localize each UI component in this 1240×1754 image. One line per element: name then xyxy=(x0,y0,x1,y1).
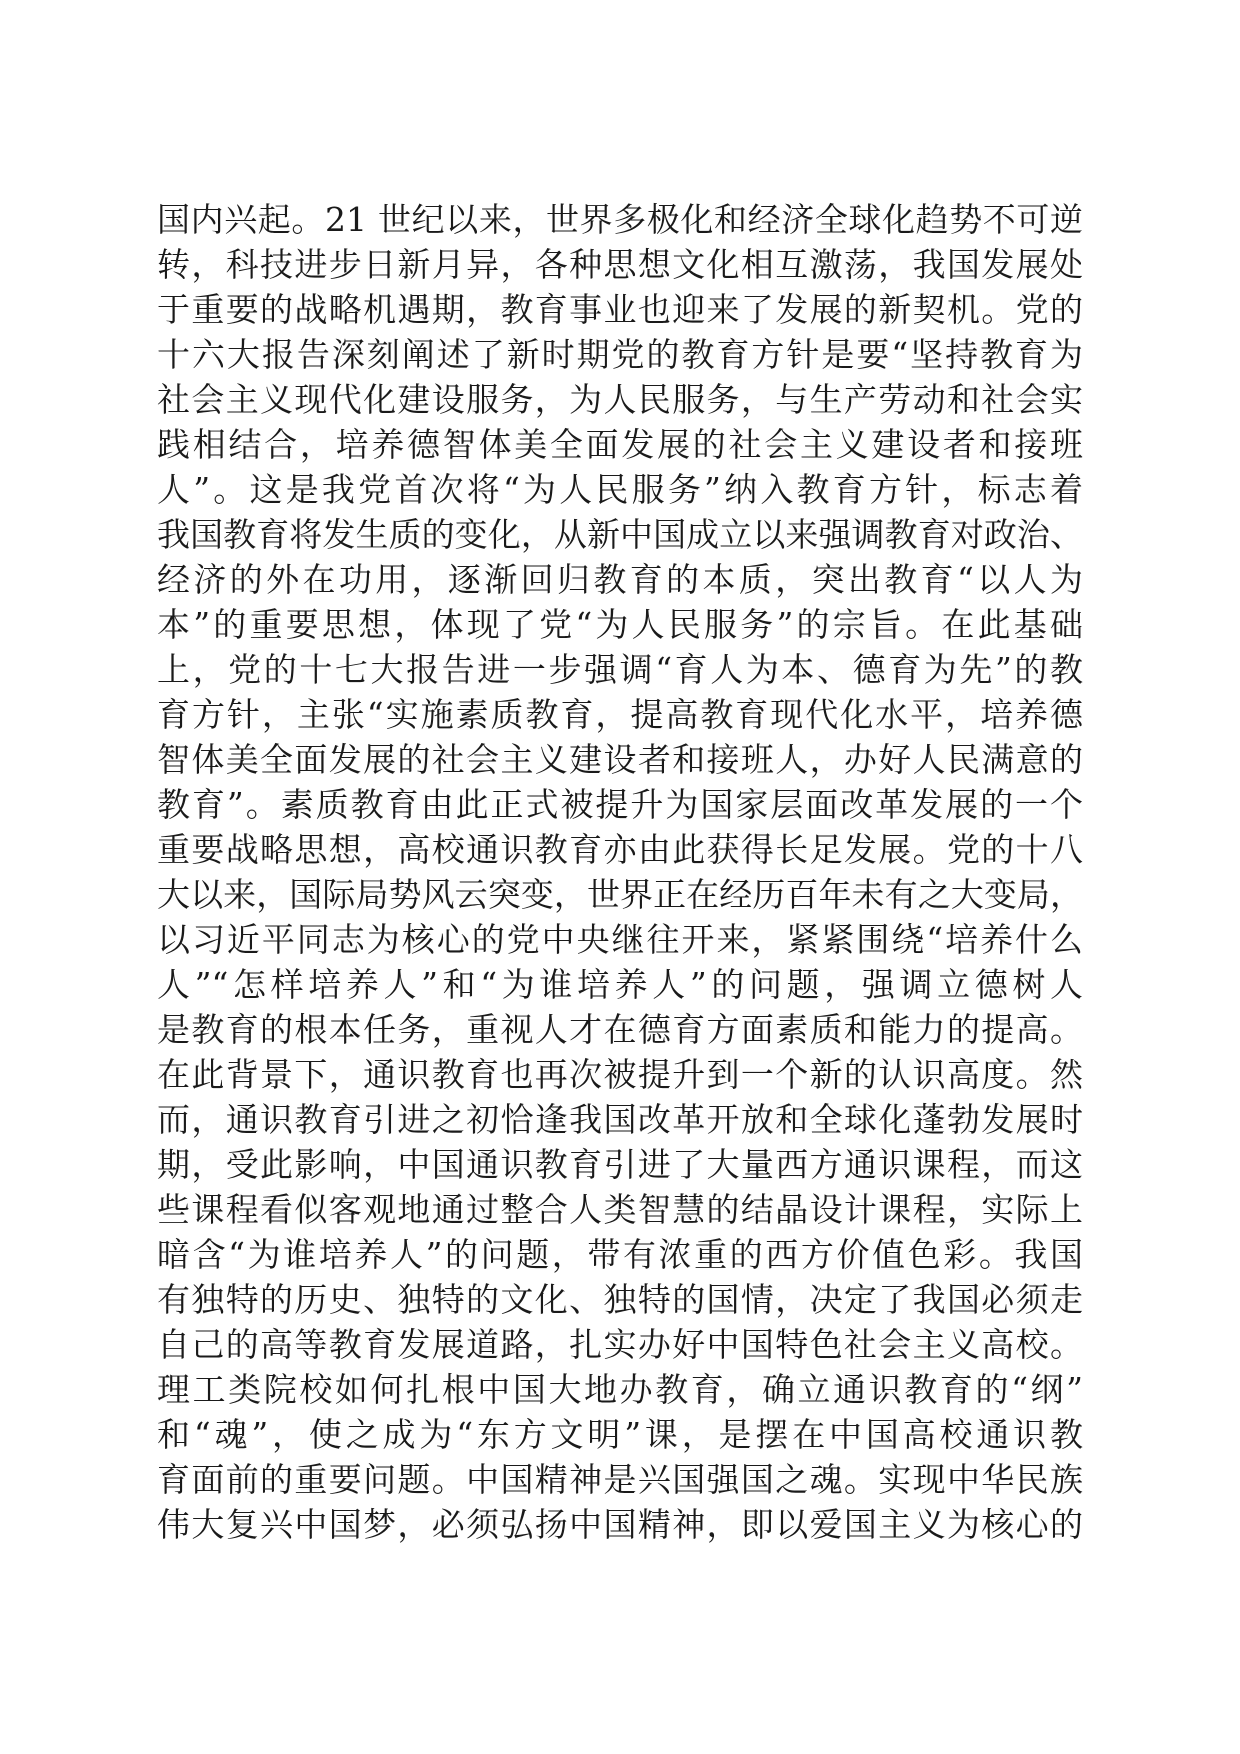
text-line: 理工类院校如何扎根中国大地办教育，确立通识教育的“纲” xyxy=(157,1370,1083,1409)
text-line: 转，科技进步日新月异，各种思想文化相互激荡，我国发展处 xyxy=(157,245,1083,284)
body-paragraph xyxy=(157,197,1083,1547)
text-line: 些课程看似客观地通过整合人类智慧的结晶设计课程，实际上 xyxy=(157,1190,1083,1229)
text-line: 人”“怎样培养人”和“为谁培养人”的问题，强调立德树人 xyxy=(157,965,1083,1004)
text-line: 在此背景下，通识教育也再次被提升到一个新的认识高度。然 xyxy=(157,1055,1083,1094)
text-line: 大以来，国际局势风云突变，世界正在经历百年未有之大变局， xyxy=(157,875,1083,914)
text-line: 教育”。素质教育由此正式被提升为国家层面改革发展的一个 xyxy=(157,785,1083,824)
text-line: 重要战略思想，高校通识教育亦由此获得长足发展。党的十八 xyxy=(157,830,1083,869)
text-line: 践相结合，培养德智体美全面发展的社会主义建设者和接班 xyxy=(157,425,1083,464)
text-line: 社会主义现代化建设服务，为人民服务，与生产劳动和社会实 xyxy=(157,380,1083,419)
text-line: 伟大复兴中国梦，必须弘扬中国精神，即以爱国主义为核心的 xyxy=(157,1505,1083,1544)
text-line: 上，党的十七大报告进一步强调“育人为本、德育为先”的教 xyxy=(157,650,1083,689)
text-line: 我国教育将发生质的变化，从新中国成立以来强调教育对政治、 xyxy=(157,515,1083,554)
text-line: 十六大报告深刻阐述了新时期党的教育方针是要“坚持教育为 xyxy=(157,335,1083,374)
text-line: 以习近平同志为核心的党中央继往开来，紧紧围绕“培养什么 xyxy=(157,920,1083,959)
text-line: 智体美全面发展的社会主义建设者和接班人，办好人民满意的 xyxy=(157,740,1083,779)
text-line: 育方针，主张“实施素质教育，提高教育现代化水平，培养德 xyxy=(157,695,1083,734)
text-line: 期，受此影响，中国通识教育引进了大量西方通识课程，而这 xyxy=(157,1145,1083,1184)
text-line: 是教育的根本任务，重视人才在德育方面素质和能力的提高。 xyxy=(157,1010,1083,1049)
text-line: 经济的外在功用，逐渐回归教育的本质，突出教育“以人为 xyxy=(157,560,1083,599)
text-line: 自己的高等教育发展道路，扎实办好中国特色社会主义高校。 xyxy=(157,1325,1083,1364)
text-line: 暗含“为谁培养人”的问题，带有浓重的西方价值色彩。我国 xyxy=(157,1235,1083,1274)
text-line: 人”。这是我党首次将“为人民服务”纳入教育方针，标志着 xyxy=(157,470,1083,509)
text-line: 而，通识教育引进之初恰逢我国改革开放和全球化蓬勃发展时 xyxy=(157,1100,1083,1139)
text-line: 有独特的历史、独特的文化、独特的国情，决定了我国必须走 xyxy=(157,1280,1083,1319)
text-line: 本”的重要思想，体现了党“为人民服务”的宗旨。在此基础 xyxy=(157,605,1083,644)
text-line: 于重要的战略机遇期，教育事业也迎来了发展的新契机。党的 xyxy=(157,290,1083,329)
text-line: 和“魂”，使之成为“东方文明”课，是摆在中国高校通识教 xyxy=(157,1415,1083,1454)
text-line: 育面前的重要问题。中国精神是兴国强国之魂。实现中华民族 xyxy=(157,1460,1083,1499)
text-line: 国内兴起。21 世纪以来，世界多极化和经济全球化趋势不可逆 xyxy=(157,200,1083,239)
